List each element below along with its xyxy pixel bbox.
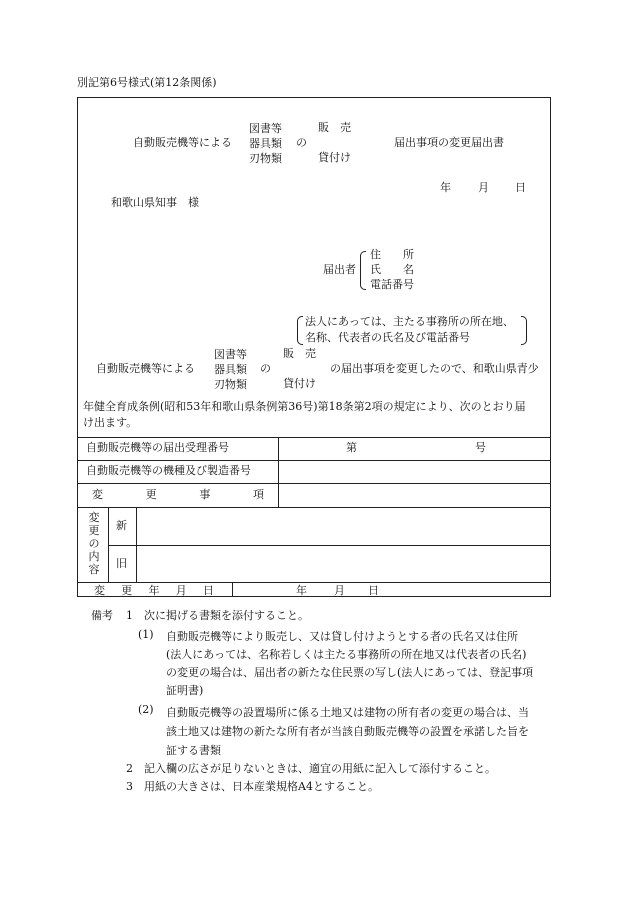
change-content-char-1: 変 xyxy=(88,511,100,524)
date-day: 日 xyxy=(515,181,526,194)
change-date-year: 年 xyxy=(296,584,307,597)
change-date-char-2: 更 xyxy=(121,584,133,597)
applicant-note-line1: 法人にあっては、主たる事務所の所在地、 xyxy=(305,315,514,328)
change-date-month: 月 xyxy=(334,584,345,597)
note-2-number: 2 xyxy=(126,762,133,775)
note-1-2-line-2: 該土地又は建物の新たな所有者が当該自動販売機等の設置を承諾した旨を xyxy=(166,725,529,738)
change-content-label xyxy=(86,511,102,576)
note-3-text: 用紙の大きさは、日本産業規格A4とすること。 xyxy=(144,780,379,793)
change-content-char-3: の xyxy=(88,537,100,550)
receipt-number-suffix: 号 xyxy=(475,441,486,454)
body-item-books: 図書等 xyxy=(214,348,247,361)
table-change-divider-2 xyxy=(136,507,137,582)
body-prefix: 自動販売機等による xyxy=(96,362,195,375)
table-rule-3 xyxy=(77,507,551,508)
title-item-tools: 器具類 xyxy=(249,137,282,150)
table-change-divider-1 xyxy=(108,507,109,582)
body-line3: け出ます。 xyxy=(83,416,138,429)
change-content-char-5: 容 xyxy=(88,563,100,576)
title-items xyxy=(249,121,282,166)
note-1-1-text xyxy=(166,628,533,700)
note-brace-right xyxy=(521,316,527,345)
title-item-books: 図書等 xyxy=(249,122,282,135)
body-item-tools: 器具類 xyxy=(214,363,247,376)
table-date-divider xyxy=(232,582,233,597)
date-year: 年 xyxy=(440,181,451,194)
note-3-number: 3 xyxy=(126,780,133,793)
table-rule-2 xyxy=(77,483,551,484)
change-date-char-3: 年 xyxy=(148,584,160,597)
note-2-text: 記入欄の広さが足りないときは、適宜の用紙に記入して添付すること。 xyxy=(144,762,496,775)
title-suffix: 届出事項の変更届出書 xyxy=(394,136,504,149)
row-model-serial-label: 自動販売機等の機種及び製造番号 xyxy=(86,464,251,477)
body-action-sell: 販 売 xyxy=(283,347,316,360)
change-content-char-4: 内 xyxy=(88,550,100,563)
table-rule-4 xyxy=(77,582,551,583)
change-item-char-2: 更 xyxy=(145,488,157,501)
note-1-number: 1 xyxy=(126,609,133,622)
note-1-2-line-1: 自動販売機等の設置場所に係る土地又は建物の所有者の変更の場合は、当 xyxy=(166,706,529,719)
form-label: 別記第6号様式(第12条関係) xyxy=(77,76,217,89)
body-tail: の届出事項を変更したので、和歌山県青少 xyxy=(330,362,539,375)
note-brace-left xyxy=(297,316,303,345)
applicant-name-label: 氏 名 xyxy=(370,263,414,276)
note-1-2-text xyxy=(166,703,529,760)
change-item-char-4: 項 xyxy=(252,488,264,501)
note-1-2-line-3: 証する書類 xyxy=(166,744,221,757)
addressee: 和歌山県知事 様 xyxy=(111,196,199,209)
note-1-2-number: (2) xyxy=(138,703,154,716)
title-action-sell: 販 売 xyxy=(318,121,351,134)
note-1-1-line-1: 自動販売機等により販売し、又は貸し付けようとする者の氏名又は住所 xyxy=(166,630,518,643)
applicant-phone-label: 電話番号 xyxy=(370,278,414,291)
notes-heading: 備考 xyxy=(91,609,113,622)
body-items xyxy=(214,347,247,392)
applicant-address-label: 住 所 xyxy=(370,248,414,261)
title-action-lend: 貸付け xyxy=(318,151,351,164)
note-1-1-line-4: 証明書) xyxy=(166,684,204,697)
note-1-1-line-3: の変更の場合は、届出者の新たな住民票の写し(法人にあっては、登記事項 xyxy=(166,666,534,679)
new-label: 新 xyxy=(116,519,127,532)
table-top-rule xyxy=(77,437,551,438)
body-line2: 年健全育成条例(昭和53年和歌山県条例第36号)第18条第2項の規定により、次のとおり届 xyxy=(83,400,526,413)
note-1-text: 次に掲げる書類を添付すること。 xyxy=(144,609,309,622)
title-no: の xyxy=(296,136,307,149)
receipt-number-prefix: 第 xyxy=(346,441,357,454)
change-item-char-1: 変 xyxy=(92,488,103,501)
change-date-char-4: 月 xyxy=(175,584,187,597)
change-date-char-5: 日 xyxy=(203,584,214,597)
note-1-1-number: (1) xyxy=(138,628,154,641)
note-1-1-line-2: (法人にあっては、名称若しくは主たる事務所の所在地又は代表者の氏名) xyxy=(166,648,527,661)
applicant-fields xyxy=(370,247,414,292)
title-prefix: 自動販売機等による xyxy=(133,136,232,149)
row-change-item-label xyxy=(92,488,264,502)
body-action-lend: 貸付け xyxy=(283,377,316,390)
title-item-blades: 刃物類 xyxy=(249,152,282,165)
body-item-blades: 刃物類 xyxy=(214,378,247,391)
applicant-note-line2: 名称、代表者の氏名及び電話番号 xyxy=(305,331,470,344)
change-date-label xyxy=(94,584,214,598)
old-label: 旧 xyxy=(116,557,127,570)
change-date-char-1: 変 xyxy=(94,584,105,597)
table-rule-1 xyxy=(77,460,551,461)
change-date-day: 日 xyxy=(368,584,379,597)
body-no: の xyxy=(260,362,271,375)
change-content-char-2: 更 xyxy=(88,524,100,537)
applicant-brace xyxy=(360,251,366,290)
applicant-label: 届出者 xyxy=(323,263,356,276)
date-month: 月 xyxy=(478,181,489,194)
row-receipt-number-label: 自動販売機等の届出受理番号 xyxy=(86,441,229,454)
table-col-divider xyxy=(278,437,279,507)
change-item-char-3: 事 xyxy=(199,488,211,501)
table-rule-new-old xyxy=(108,545,551,546)
